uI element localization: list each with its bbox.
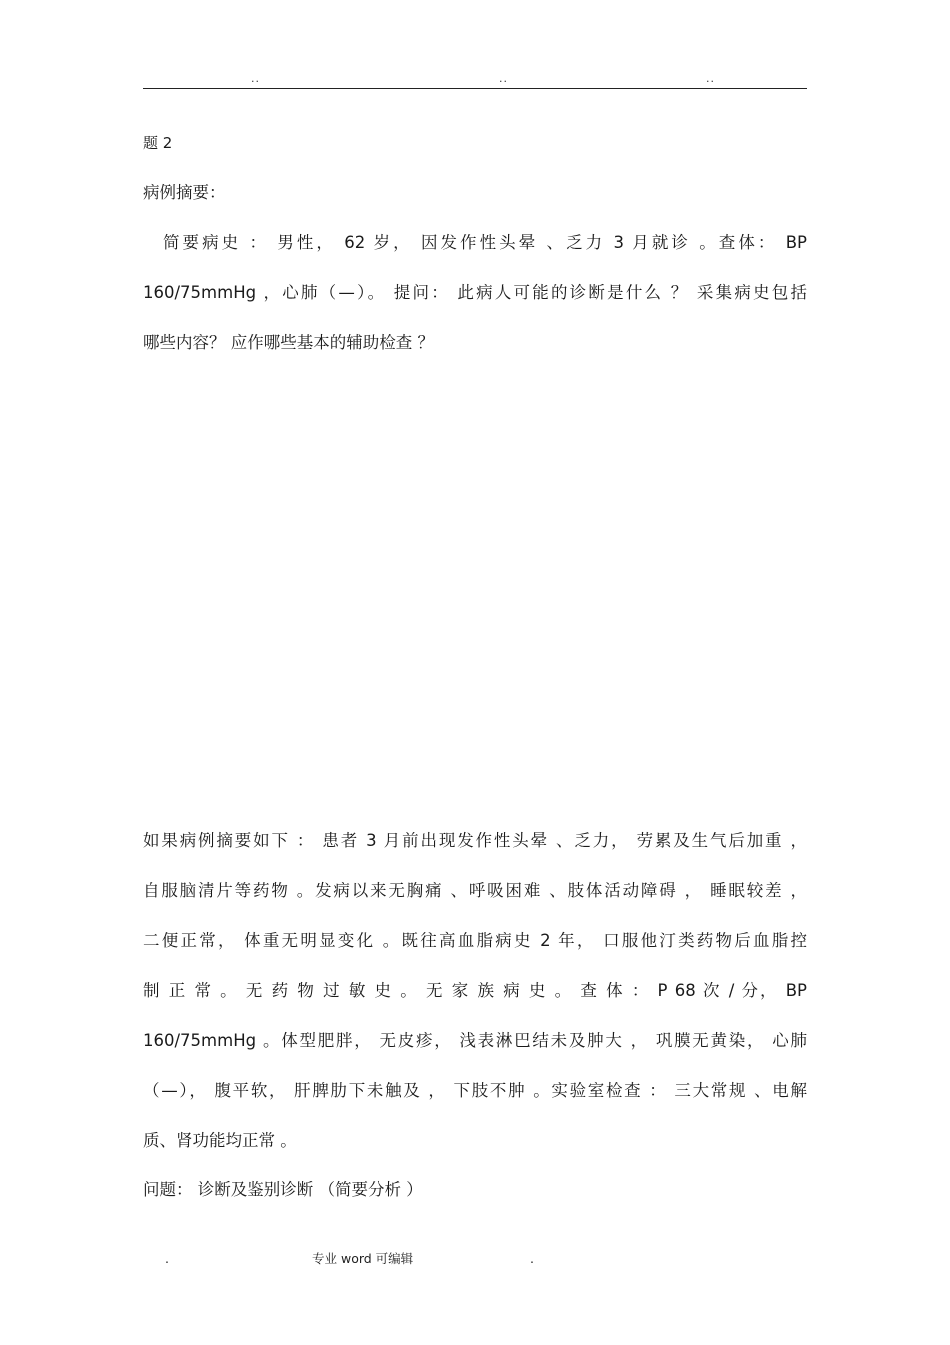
followup-line-2: 自服脑清片等药物 。发病以来无胸痛 、呼吸困难 、肢体活动障碍 ， 睡眠较差 ， [143,881,807,900]
header-rule [143,88,807,89]
question-title: 题 2 [143,134,173,152]
footer-dot-left: . [165,1251,169,1266]
header-dots-left: .. [251,72,260,85]
followup-line-5: 160/75mmHg 。体型肥胖， 无皮疹， 浅表淋巴结未及肿大 ， 巩膜无黄染， 心肺 [143,1031,807,1050]
summary-line-3: 哪些内容？ 应作哪些基本的辅助检查 ？ [143,333,434,352]
summary-line-2: 160/75mmHg ，心肺（—）。 提问： 此病人可能的诊断是什么 ？ 采集病史包括 [143,283,807,302]
followup-line-1: 如果病例摘要如下 ： 患者 3 月前出现发作性头晕 、乏力， 劳累及生气后加重 ， [143,831,807,850]
followup-line-6: （—）， 腹平软， 肝脾肋下未触及 ， 下肢不肿 。实验室检查 ： 三大常规 、电解 [143,1081,807,1100]
followup-line-7: 质、肾功能均正常 。 [143,1131,297,1150]
footer-center-text: 专业 word 可编辑 [312,1251,414,1266]
header-dots-center: .. [499,72,508,85]
footer-dot-right: . [530,1251,534,1266]
followup-line-4: 制 正 常 。 无 药 物 过 敏 史 。 无 家 族 病 史 。 查 体 ： P 68 次 / 分， BP [143,981,807,1000]
problem-line: 问题： 诊断及鉴别诊断 （简要分析 ） [143,1180,423,1199]
summary-label: 病例摘要： [143,183,226,202]
followup-line-3: 二便正常， 体重无明显变化 。既往高血脂病史 2 年， 口服他汀类药物后血脂控 [143,931,807,950]
summary-line-1: 简要病史 ： 男性， 62 岁， 因发作性头晕 、乏力 3 月就诊 。查体： BP [163,233,807,252]
header-dots-right: .. [706,72,715,85]
